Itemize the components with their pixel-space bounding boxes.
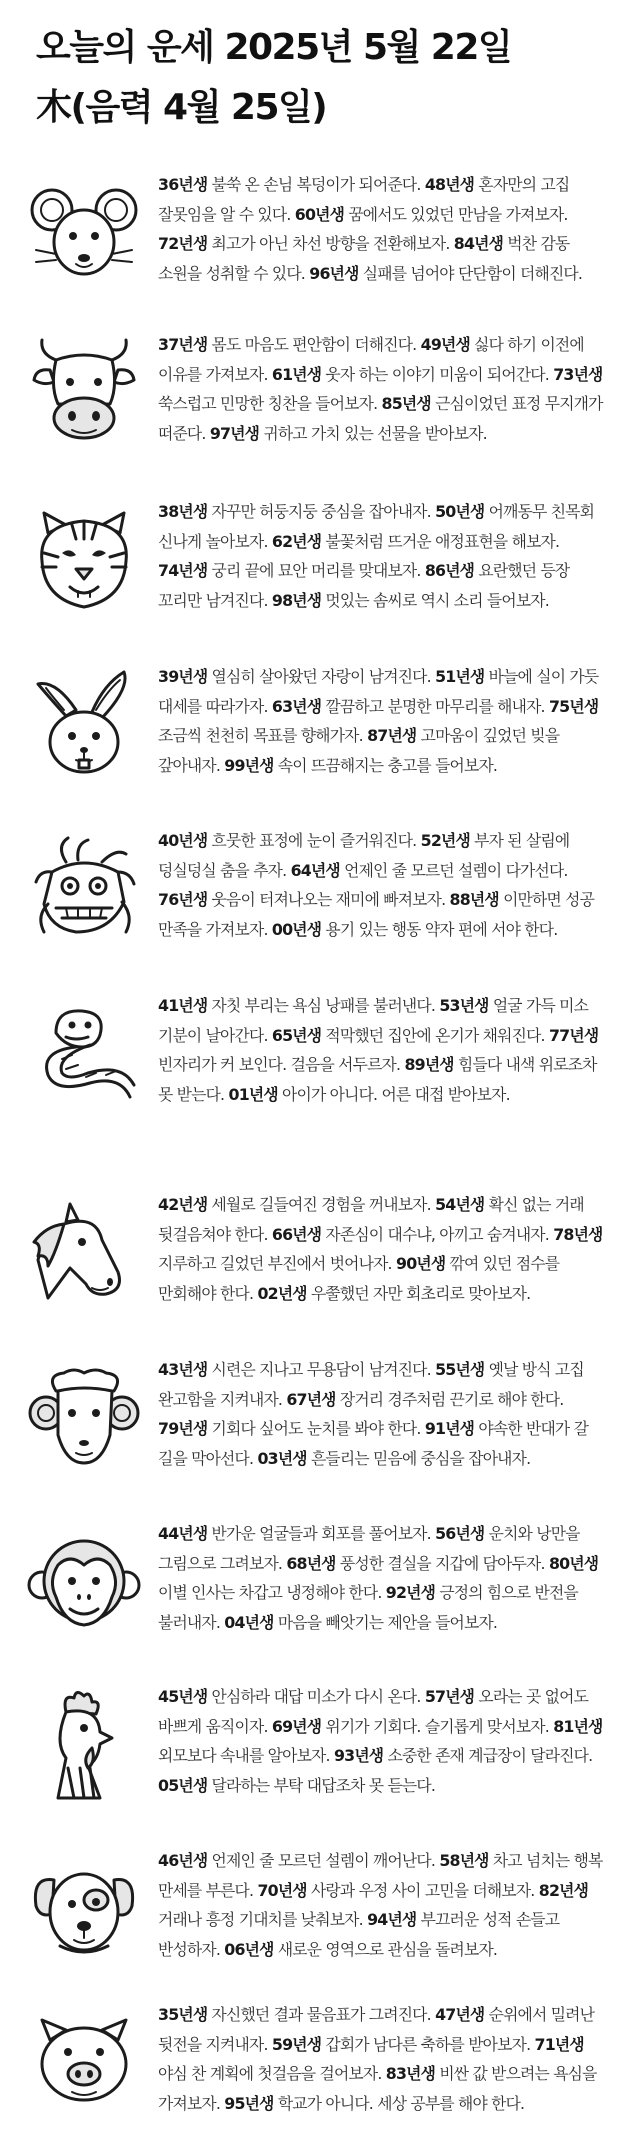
fortune-segment: 어깨동무 친목회 신나게 놀아보자. bbox=[158, 502, 595, 551]
birth-year: 68년생 bbox=[286, 1553, 336, 1573]
fortune-text bbox=[158, 2000, 610, 2118]
fortune-text bbox=[158, 826, 610, 944]
birth-year: 71년생 bbox=[534, 2034, 584, 2054]
birth-year: 44년생 bbox=[158, 1524, 208, 1543]
birth-year: 47년생 bbox=[435, 2005, 485, 2024]
birth-year: 79년생 bbox=[158, 1419, 208, 1438]
birth-year: 48년생 bbox=[424, 175, 475, 194]
fortune-segment: 최고가 아닌 차선 방향을 전환해보자. bbox=[207, 234, 454, 253]
fortune-segment: 학교가 아니다. 세상 공부를 해야 한다. bbox=[273, 2093, 525, 2113]
birth-year: 72년생 bbox=[158, 234, 208, 253]
fortune-segment: 야심 찬 계획에 첫걸음을 걸어보자. bbox=[158, 2064, 386, 2083]
rooster-icon bbox=[26, 1688, 142, 1804]
fortune-text bbox=[158, 662, 610, 780]
fortune-segment: 용기 있는 행동 약자 편에 서야 한다. bbox=[321, 919, 558, 939]
pig-icon bbox=[26, 2006, 142, 2122]
birth-year: 56년생 bbox=[435, 1524, 485, 1543]
fortune-segment: 장거리 경주처럼 끈기로 해야 한다. bbox=[335, 1389, 564, 1409]
birth-year: 51년생 bbox=[435, 667, 485, 686]
fortune-segment: 자꾸만 허둥지둥 중심을 잡아내자. bbox=[207, 502, 436, 521]
fortune-segment: 바늘에 실이 가듯 대세를 따라가자. bbox=[158, 667, 599, 716]
birth-year: 82년생 bbox=[538, 1880, 589, 1900]
fortune-segment: 고마움이 깊었던 빚을 갚아내자. bbox=[158, 726, 560, 775]
fortune-text bbox=[158, 1190, 610, 1308]
fortune-segment: 자존심이 대수냐, 아끼고 숨겨내자. bbox=[321, 1224, 554, 1244]
birth-year: 60년생 bbox=[294, 204, 345, 224]
birth-year: 69년생 bbox=[271, 1716, 322, 1736]
fortune-segment: 멋있는 솜씨로 역시 소리 들어보자. bbox=[321, 590, 549, 610]
rat-icon bbox=[26, 176, 142, 292]
fortune-segment: 세월로 길들여진 경험을 꺼내보자. bbox=[207, 1195, 436, 1214]
birth-year: 00년생 bbox=[271, 919, 322, 939]
birth-year: 52년생 bbox=[420, 831, 470, 850]
fortune-segment: 웃음이 터져나오는 재미에 빠져보자. bbox=[207, 890, 450, 909]
fortune-segment: 지루하고 길었던 부진에서 벗어나자. bbox=[158, 1254, 397, 1273]
title-line-date: 오늘의 운세 2025년 5월 22일 bbox=[36, 27, 512, 68]
fortune-segment: 불꽃처럼 뜨거운 애정표현을 해보자. bbox=[321, 531, 560, 551]
birth-year: 61년생 bbox=[271, 364, 322, 384]
birth-year: 87년생 bbox=[367, 726, 417, 745]
fortune-text bbox=[158, 497, 610, 615]
fortune-text bbox=[158, 1846, 610, 1964]
fortune-segment: 얼굴 가득 미소 기분이 날아간다. bbox=[158, 996, 589, 1045]
birth-year: 80년생 bbox=[548, 1553, 599, 1573]
birth-year: 83년생 bbox=[385, 2064, 436, 2083]
fortune-segment: 사랑과 우정 사이 고민을 더해보자. bbox=[306, 1880, 539, 1900]
birth-year: 50년생 bbox=[435, 502, 485, 521]
fortune-segment: 흔들리는 믿음에 중심을 잡아내자. bbox=[306, 1448, 531, 1468]
fortune-segment: 자칫 부리는 욕심 낭패를 불러낸다. bbox=[207, 996, 440, 1015]
fortune-segment: 꿈에서도 있었던 만남을 가져보자. bbox=[344, 204, 568, 224]
birth-year: 42년생 bbox=[158, 1195, 208, 1214]
horse-icon bbox=[26, 1198, 142, 1314]
birth-year: 97년생 bbox=[209, 423, 260, 443]
fortune-segment: 깎여 있던 점수를 만회해야 한다. bbox=[158, 1254, 560, 1303]
fortune-segment: 달라하는 부탁 대답조차 못 듣는다. bbox=[207, 1775, 436, 1795]
birth-year: 62년생 bbox=[271, 531, 322, 551]
fortune-segment: 열심히 살아왔던 자랑이 남겨진다. bbox=[207, 667, 436, 686]
fortune-segment: 비싼 값 받으려는 욕심을 가져보자. bbox=[158, 2064, 597, 2113]
sheep-icon bbox=[26, 1361, 142, 1477]
fortune-segment: 시련은 지나고 무용담이 남겨진다. bbox=[207, 1360, 436, 1379]
fortune-segment: 위기가 기회다. 슬기롭게 맞서보자. bbox=[321, 1716, 554, 1736]
birth-year: 41년생 bbox=[158, 996, 208, 1015]
fortune-segment: 새로운 영역으로 관심을 돌려보자. bbox=[273, 1939, 498, 1959]
birth-year: 43년생 bbox=[158, 1360, 208, 1379]
fortune-segment: 풍성한 결실을 지갑에 담아두자. bbox=[335, 1553, 549, 1573]
fortune-segment: 싫다 하기 이전에 이유를 가져보자. bbox=[158, 335, 584, 384]
tiger-icon bbox=[26, 503, 142, 619]
birth-year: 99년생 bbox=[224, 755, 274, 775]
birth-year: 89년생 bbox=[404, 1055, 454, 1074]
birth-year: 90년생 bbox=[396, 1254, 446, 1273]
birth-year: 77년생 bbox=[548, 1025, 599, 1045]
birth-year: 91년생 bbox=[424, 1419, 475, 1438]
fortune-segment: 이만하면 성공 만족을 가져보자. bbox=[158, 890, 595, 939]
birth-year: 98년생 bbox=[271, 590, 322, 610]
birth-year: 45년생 bbox=[158, 1687, 208, 1706]
title-line-lunar: 木(음력 4월 25일) bbox=[36, 87, 327, 128]
fortune-segment: 적막했던 집안에 온기가 채워진다. bbox=[321, 1025, 549, 1045]
fortune-segment: 궁리 끝에 묘안 머리를 맞대보자. bbox=[207, 561, 425, 580]
fortune-segment: 확신 없는 거래 뒷걸음쳐야 한다. bbox=[158, 1195, 584, 1244]
birth-year: 67년생 bbox=[286, 1389, 336, 1409]
birth-year: 54년생 bbox=[435, 1195, 485, 1214]
birth-year: 94년생 bbox=[367, 1910, 417, 1929]
fortune-segment: 흐뭇한 표정에 눈이 즐거워진다. bbox=[207, 831, 421, 850]
fortune-segment: 자신했던 결과 물음표가 그려진다. bbox=[207, 2005, 436, 2024]
fortune-segment: 쑥스럽고 민망한 칭찬을 들어보자. bbox=[158, 394, 382, 413]
fortune-segment: 차고 넘치는 행복 만세를 부른다. bbox=[158, 1851, 603, 1900]
dragon-icon bbox=[26, 832, 142, 948]
fortune-segment: 요란했던 등장 꼬리만 남겨진다. bbox=[158, 561, 570, 610]
fortune-text bbox=[158, 170, 610, 288]
fortune-segment: 마음을 빼앗기는 제안을 들어보자. bbox=[273, 1612, 498, 1632]
fortune-segment: 외모보다 속내를 알아보자. bbox=[158, 1746, 334, 1765]
birth-year: 81년생 bbox=[553, 1716, 603, 1736]
fortune-segment: 속이 뜨끔해지는 충고를 들어보자. bbox=[273, 755, 498, 775]
birth-year: 55년생 bbox=[435, 1360, 485, 1379]
birth-year: 96년생 bbox=[309, 263, 359, 283]
birth-year: 73년생 bbox=[553, 364, 603, 384]
birth-year: 37년생 bbox=[158, 335, 208, 354]
fortune-segment: 옛날 방식 고집 완고함을 지켜내자. bbox=[158, 1360, 584, 1409]
monkey-icon bbox=[26, 1525, 142, 1641]
fortune-segment: 귀하고 가치 있는 선물을 받아보자. bbox=[259, 423, 487, 443]
birth-year: 38년생 bbox=[158, 502, 208, 521]
birth-year: 75년생 bbox=[548, 696, 599, 716]
birth-year: 85년생 bbox=[381, 394, 431, 413]
birth-year: 63년생 bbox=[271, 696, 322, 716]
birth-year: 57년생 bbox=[424, 1687, 475, 1706]
birth-year: 49년생 bbox=[420, 335, 470, 354]
fortune-segment: 안심하라 대답 미소가 다시 온다. bbox=[207, 1687, 425, 1706]
birth-year: 05년생 bbox=[158, 1775, 208, 1795]
fortune-segment: 운치와 낭만을 그림으로 그려보자. bbox=[158, 1524, 580, 1573]
birth-year: 35년생 bbox=[158, 2005, 208, 2024]
snake-icon bbox=[26, 999, 142, 1115]
fortune-segment: 부끄러운 성적 손들고 반성하자. bbox=[158, 1910, 560, 1959]
birth-year: 86년생 bbox=[424, 561, 475, 580]
birth-year: 95년생 bbox=[224, 2093, 274, 2113]
fortune-segment: 깔끔하고 분명한 마무리를 해내자. bbox=[321, 696, 549, 716]
birth-year: 84년생 bbox=[453, 234, 504, 253]
fortune-segment: 기회다 싶어도 눈치를 봐야 한다. bbox=[207, 1419, 425, 1438]
fortune-segment: 벅찬 감동 소원을 성취할 수 있다. bbox=[158, 234, 570, 283]
birth-year: 40년생 bbox=[158, 831, 208, 850]
fortune-segment: 오라는 곳 없어도 바쁘게 움직이자. bbox=[158, 1687, 589, 1736]
fortune-segment: 우쭐했던 자만 회초리로 맞아보자. bbox=[306, 1283, 531, 1303]
fortune-segment: 조금씩 천천히 목표를 향해가자. bbox=[158, 726, 368, 745]
birth-year: 03년생 bbox=[257, 1448, 307, 1468]
fortune-text bbox=[158, 991, 610, 1109]
fortune-segment: 긍정의 힘으로 반전을 불러내자. bbox=[158, 1583, 578, 1632]
fortune-segment: 아이가 아니다. 어른 대접 받아보자. bbox=[277, 1084, 510, 1104]
fortune-segment: 근심이었던 표정 무지개가 떠준다. bbox=[158, 394, 603, 443]
fortune-segment: 빈자리가 커 보인다. 걸음을 서두르자. bbox=[158, 1055, 405, 1074]
fortune-segment: 갑회가 남다른 축하를 받아보자. bbox=[321, 2034, 535, 2054]
birth-year: 93년생 bbox=[333, 1746, 384, 1765]
fortune-segment: 실패를 넘어야 단단함이 더해진다. bbox=[358, 263, 583, 283]
birth-year: 06년생 bbox=[224, 1939, 274, 1959]
birth-year: 04년생 bbox=[224, 1612, 274, 1632]
fortune-text bbox=[158, 1519, 610, 1637]
birth-year: 76년생 bbox=[158, 890, 208, 909]
dog-icon bbox=[26, 1854, 142, 1970]
birth-year: 74년생 bbox=[158, 561, 208, 580]
fortune-segment: 거래나 흥정 기대치를 낮춰보자. bbox=[158, 1910, 368, 1929]
birth-year: 65년생 bbox=[271, 1025, 322, 1045]
ox-icon bbox=[26, 334, 142, 450]
fortune-segment: 몸도 마음도 편안함이 더해진다. bbox=[207, 335, 421, 354]
birth-year: 01년생 bbox=[228, 1084, 278, 1104]
fortune-text bbox=[158, 1682, 610, 1800]
birth-year: 53년생 bbox=[439, 996, 489, 1015]
fortune-segment: 언제인 줄 모르던 설렘이 다가선다. bbox=[339, 860, 568, 880]
fortune-segment: 혼자만의 고집 잘못임을 알 수 있다. bbox=[158, 175, 570, 224]
fortune-text bbox=[158, 330, 610, 448]
birth-year: 39년생 bbox=[158, 667, 208, 686]
fortune-segment: 불쑥 온 손님 복덩이가 되어준다. bbox=[207, 175, 425, 194]
rabbit-icon bbox=[26, 666, 142, 782]
fortune-segment: 야속한 반대가 갈 길을 막아선다. bbox=[158, 1419, 589, 1468]
birth-year: 88년생 bbox=[449, 890, 499, 909]
fortune-segment: 힘들다 내색 위로조차 못 받는다. bbox=[158, 1055, 597, 1104]
birth-year: 78년생 bbox=[553, 1224, 603, 1244]
birth-year: 64년생 bbox=[290, 860, 340, 880]
fortune-text bbox=[158, 1355, 610, 1473]
birth-year: 02년생 bbox=[257, 1283, 307, 1303]
fortune-segment: 소중한 존재 계급장이 달라진다. bbox=[383, 1746, 593, 1765]
birth-year: 92년생 bbox=[385, 1583, 436, 1602]
birth-year: 70년생 bbox=[257, 1880, 307, 1900]
birth-year: 46년생 bbox=[158, 1851, 208, 1870]
fortune-segment: 언제인 줄 모르던 설렘이 깨어난다. bbox=[207, 1851, 440, 1870]
fortune-segment: 이별 인사는 차갑고 냉정해야 한다. bbox=[158, 1583, 386, 1602]
fortune-segment: 반가운 얼굴들과 회포를 풀어보자. bbox=[207, 1524, 436, 1543]
birth-year: 36년생 bbox=[158, 175, 208, 194]
birth-year: 58년생 bbox=[439, 1851, 489, 1870]
birth-year: 59년생 bbox=[271, 2034, 322, 2054]
fortune-segment: 순위에서 밀려난 뒷전을 지켜내자. bbox=[158, 2005, 595, 2054]
fortune-segment: 웃자 하는 이야기 미움이 되어간다. bbox=[321, 364, 554, 384]
page-title bbox=[36, 18, 626, 138]
birth-year: 66년생 bbox=[271, 1224, 322, 1244]
fortune-segment: 부자 된 살림에 덩실덩실 춤을 추자. bbox=[158, 831, 570, 880]
